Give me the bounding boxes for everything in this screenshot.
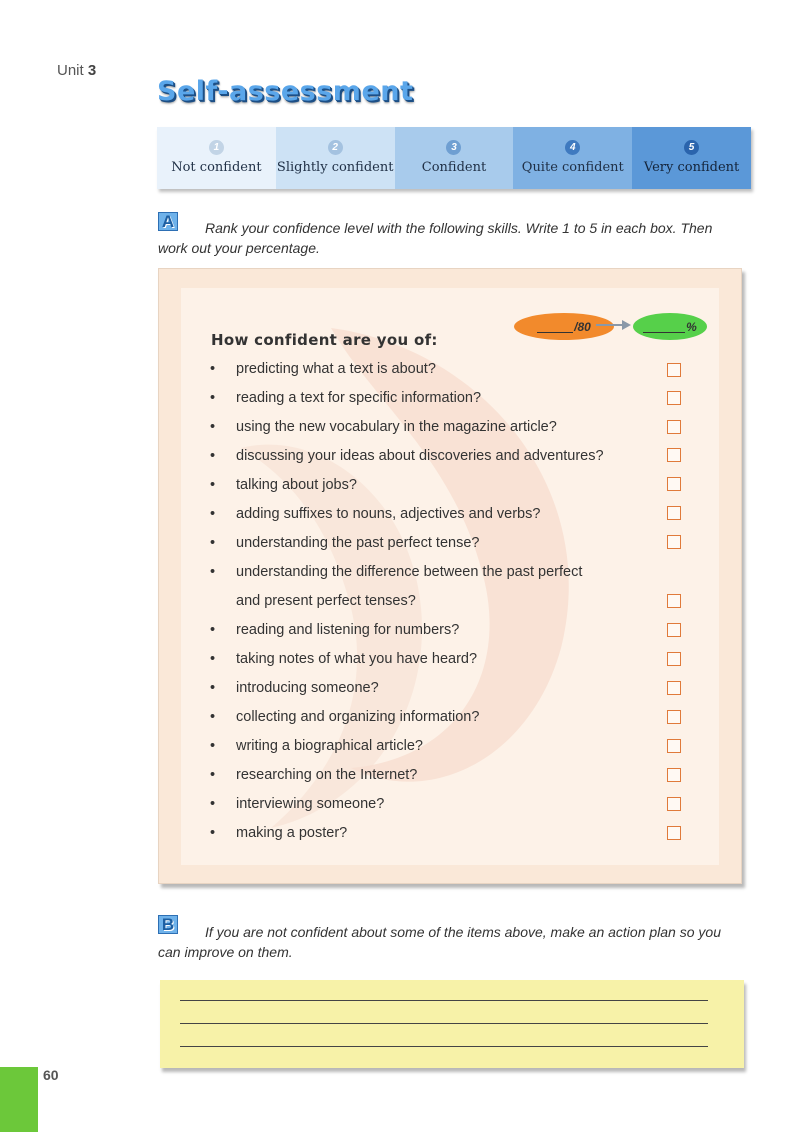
checklist-item-text: reading and listening for numbers? [236, 622, 460, 638]
scale-item-1 [157, 127, 276, 189]
checklist-item [210, 649, 477, 669]
bullet: • [210, 535, 216, 551]
scale-label: Not confident [171, 160, 262, 175]
page-number: 60 [43, 1067, 59, 1083]
bullet: • [210, 767, 216, 783]
bullet: • [210, 361, 216, 377]
writing-line[interactable] [180, 1046, 708, 1047]
unit-prefix: Unit [57, 62, 84, 79]
checklist-item-text: using the new vocabulary in the magazine article? [236, 419, 557, 435]
writing-line[interactable] [180, 1000, 708, 1001]
section-b-badge: B [158, 915, 178, 934]
score-total-suffix: /80 [574, 319, 591, 334]
scale-label: Slightly confident [276, 160, 394, 175]
bullet: • [210, 825, 216, 841]
bullet: • [210, 680, 216, 696]
scale-item-5 [632, 127, 751, 189]
rating-box[interactable] [667, 477, 681, 491]
bullet: • [210, 564, 216, 580]
section-a-instruction-2: work out your percentage. [158, 240, 320, 256]
checklist-item [210, 562, 582, 582]
bullet: • [210, 709, 216, 725]
rating-box[interactable] [667, 363, 681, 377]
score-blank[interactable] [537, 320, 573, 333]
scale-number: 2 [328, 140, 343, 155]
scale-number: 4 [565, 140, 580, 155]
checklist-heading: How confident are you of: [211, 331, 438, 349]
bullet: • [210, 651, 216, 667]
checklist-item [210, 678, 379, 698]
checklist-item [210, 620, 459, 640]
checklist-item [210, 794, 384, 814]
checklist-item-text: talking about jobs? [236, 477, 357, 493]
rating-box[interactable] [667, 826, 681, 840]
checklist-item-text: adding suffixes to nouns, adjectives and verbs? [236, 506, 541, 522]
arrow-right-icon [594, 318, 632, 332]
checklist-item [210, 823, 347, 843]
checklist-item-text: interviewing someone? [236, 796, 385, 812]
bullet: • [210, 390, 216, 406]
checklist-item [210, 388, 481, 408]
rating-box[interactable] [667, 506, 681, 520]
rating-box[interactable] [667, 391, 681, 405]
checklist-item-text: making a poster? [236, 825, 348, 841]
checklist-item [210, 504, 540, 524]
rating-box[interactable] [667, 710, 681, 724]
section-b-instruction-1: If you are not confident about some of the items above, make an action plan so you [205, 924, 721, 940]
checklist-item-continuation: and present perfect tenses? [236, 593, 416, 609]
bullet: • [210, 448, 216, 464]
rating-box[interactable] [667, 623, 681, 637]
bullet: • [210, 477, 216, 493]
checklist-item-text: understanding the past perfect tense? [236, 535, 480, 551]
scale-label: Confident [421, 160, 487, 175]
checklist-item [210, 707, 479, 727]
rating-box[interactable] [667, 594, 681, 608]
scale-number: 1 [209, 140, 224, 155]
scale-item-3 [395, 127, 514, 189]
score-percent-suffix: % [686, 319, 697, 334]
checklist-item-text: collecting and organizing information? [236, 709, 480, 725]
bullet: • [210, 622, 216, 638]
rating-box[interactable] [667, 681, 681, 695]
rating-box[interactable] [667, 739, 681, 753]
checklist-item-text: reading a text for specific information? [236, 390, 482, 406]
checklist-item-text: researching on the Internet? [236, 767, 418, 783]
scale-item-2 [276, 127, 395, 189]
rating-box[interactable] [667, 448, 681, 462]
checklist-item-text: writing a biographical article? [236, 738, 423, 754]
page-title: Self-assessment [157, 76, 414, 107]
scale-number: 3 [446, 140, 461, 155]
checklist-item [210, 533, 479, 553]
checklist-item-text: introducing someone? [236, 680, 379, 696]
rating-box[interactable] [667, 420, 681, 434]
rating-box[interactable] [667, 652, 681, 666]
checklist-item [210, 736, 423, 756]
checklist-item [210, 417, 557, 437]
scale-number: 5 [684, 140, 699, 155]
score-percent-oval [633, 313, 707, 340]
percent-blank[interactable] [643, 320, 685, 333]
section-a-instruction-1: Rank your confidence level with the following skills. Write 1 to 5 in each box. Then [205, 220, 713, 236]
writing-line[interactable] [180, 1023, 708, 1024]
checklist-item [210, 765, 417, 785]
unit-number: 3 [87, 62, 97, 79]
action-plan-note [160, 980, 744, 1068]
bullet: • [210, 419, 216, 435]
checklist-item [210, 359, 436, 379]
rating-box[interactable] [667, 768, 681, 782]
section-a-badge: A [158, 212, 178, 231]
section-b-instruction-2: can improve on them. [158, 944, 293, 960]
scale-label: Very confident [643, 160, 740, 175]
checklist-item [210, 446, 604, 466]
checklist-item-text: understanding the difference between the past perfect [236, 564, 583, 580]
page-tab [0, 1067, 38, 1132]
confidence-scale [157, 127, 751, 189]
checklist-item-text: predicting what a text is about? [236, 361, 436, 377]
bullet: • [210, 738, 216, 754]
rating-box[interactable] [667, 535, 681, 549]
unit-label [57, 62, 96, 79]
checklist-item-text: discussing your ideas about discoveries and adventures? [236, 448, 604, 464]
rating-box[interactable] [667, 797, 681, 811]
checklist-item [210, 475, 357, 495]
bullet: • [210, 506, 216, 522]
bullet: • [210, 796, 216, 812]
scale-label: Quite confident [521, 160, 624, 175]
scale-item-4 [513, 127, 632, 189]
checklist-item-text: taking notes of what you have heard? [236, 651, 478, 667]
